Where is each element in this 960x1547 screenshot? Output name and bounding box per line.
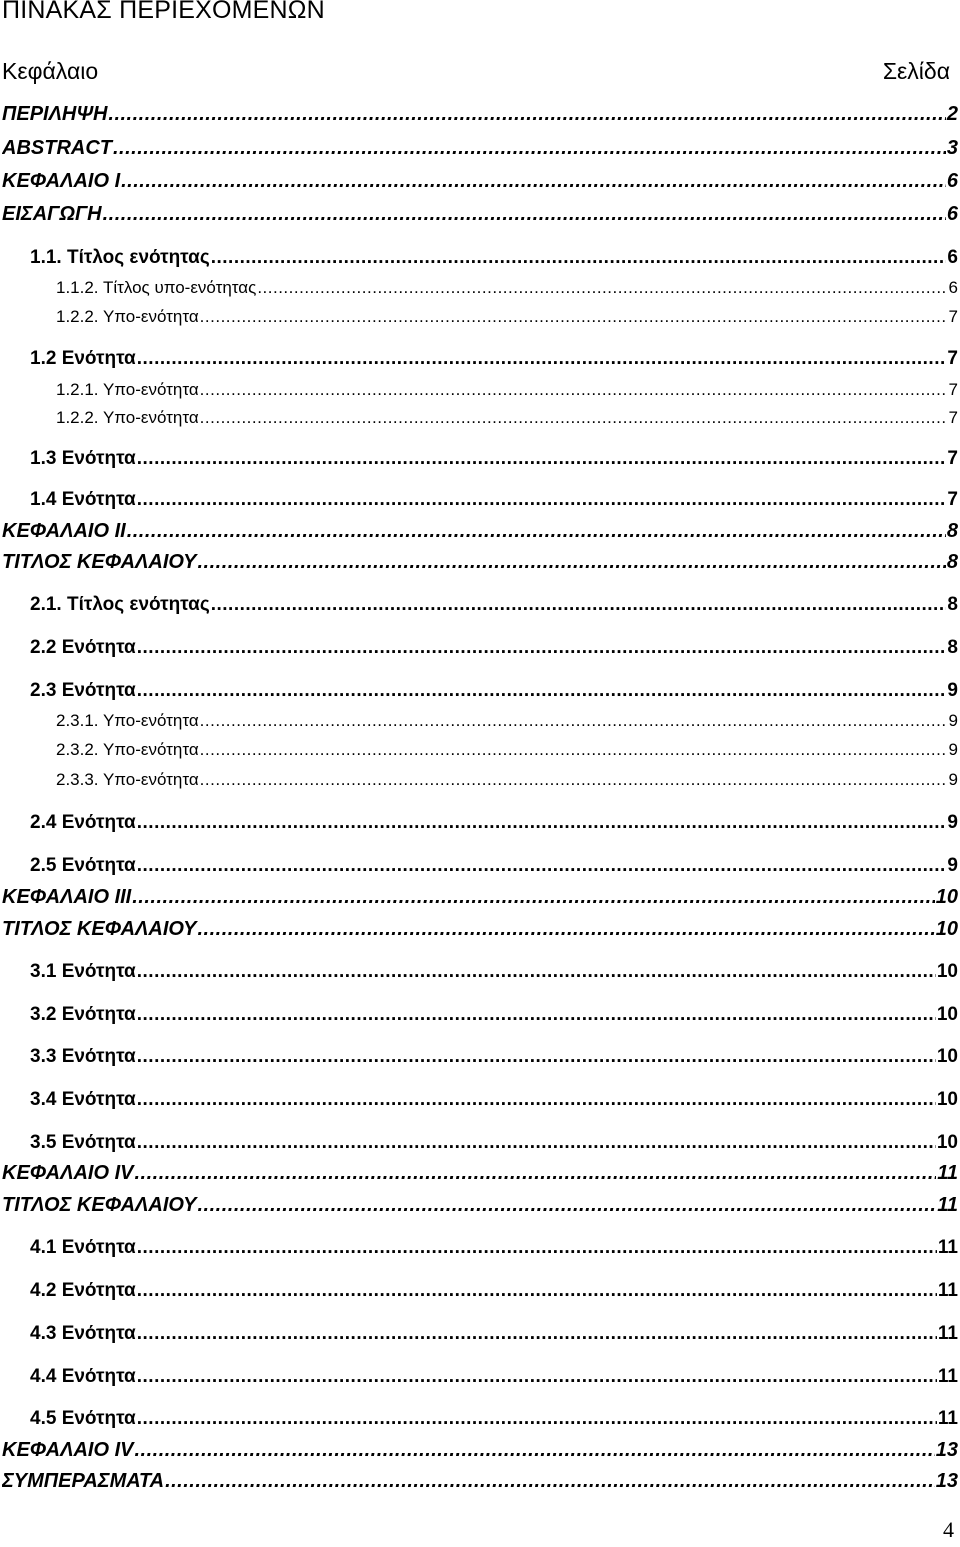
toc-dot-leader xyxy=(121,168,946,194)
toc-dot-leader xyxy=(137,346,947,372)
toc-entry[interactable] xyxy=(2,916,958,942)
toc-dot-leader xyxy=(200,767,948,793)
toc-entry[interactable] xyxy=(30,959,958,985)
toc-entry-page: 9 xyxy=(947,855,958,876)
toc-entry-title: ΤΙΤΛΟΣ ΚΕΦΑΛΑΙΟΥ xyxy=(2,918,197,940)
page-number: 4 xyxy=(943,1517,954,1542)
toc-entry-page: 3 xyxy=(946,137,958,159)
toc-entry-page: 8 xyxy=(947,594,958,615)
toc-entry-title: ΚΕΦΑΛΑΙΟ ΙΙΙ xyxy=(2,886,132,908)
toc-entry-page: 6 xyxy=(947,247,958,268)
toc-entry-title: 2.3.2. Υπο-ενότητα xyxy=(56,740,199,759)
column-header-page: Σελίδα xyxy=(882,58,950,84)
toc-dot-leader xyxy=(200,304,948,330)
toc-dot-leader xyxy=(200,708,948,734)
toc-entry-page: 7 xyxy=(947,348,958,369)
toc-entry[interactable] xyxy=(2,1192,958,1218)
page-title: ΠΙΝΑΚΑΣ ΠΕΡΙΕΧΟΜΕΝΩΝ xyxy=(2,0,325,24)
toc-dot-leader xyxy=(197,916,934,942)
toc-entry[interactable] xyxy=(2,518,958,544)
toc-entry-title: ΚΕΦΑΛΑΙΟ ΙΙ xyxy=(2,520,126,542)
toc-entry[interactable] xyxy=(56,377,958,403)
toc-entry[interactable] xyxy=(30,1235,958,1261)
toc-entry[interactable] xyxy=(30,446,958,472)
toc-dot-leader xyxy=(197,549,945,575)
toc-dot-leader xyxy=(132,884,935,910)
toc-entry-title: 3.2 Ενότητα xyxy=(30,1004,136,1025)
toc-entry-page: 6 xyxy=(946,203,958,225)
toc-dot-leader xyxy=(257,275,947,301)
toc-entry[interactable] xyxy=(30,635,958,661)
toc-entry-title: 2.3.1. Υπο-ενότητα xyxy=(56,711,199,730)
toc-entry-title: ΚΕΦΑΛΑΙΟ IV xyxy=(2,1162,134,1184)
toc-entry-title: ΣΥΜΠΕΡΑΣΜΑΤΑ xyxy=(2,1470,165,1492)
toc-entry[interactable] xyxy=(2,101,958,127)
toc-entry-title: 3.3 Ενότητα xyxy=(30,1046,136,1067)
toc-dot-leader xyxy=(134,1437,934,1463)
toc-entry-page: 11 xyxy=(937,1237,958,1258)
toc-entry-title: 1.3 Ενότητα xyxy=(30,448,136,469)
toc-entry-title: ΤΙΤΛΟΣ ΚΕΦΑΛΑΙΟΥ xyxy=(2,551,197,573)
toc-entry-page: 11 xyxy=(937,1323,958,1344)
toc-entry-title: 1.1. Τίτλος ενότητας xyxy=(30,247,210,268)
toc-entry-title: 3.1 Ενότητα xyxy=(30,961,136,982)
toc-dot-leader xyxy=(137,959,936,985)
toc-entry-title: 1.2.2. Υπο-ενότητα xyxy=(56,307,199,326)
toc-dot-leader xyxy=(137,1002,936,1028)
toc-entry-title: 1.2 Ενότητα xyxy=(30,348,136,369)
toc-entry[interactable] xyxy=(30,346,958,372)
toc-entry[interactable] xyxy=(30,1130,958,1156)
toc-entry-title: 2.2 Ενότητα xyxy=(30,637,136,658)
toc-entry-page: 10 xyxy=(936,961,958,982)
toc-dot-leader xyxy=(137,635,947,661)
toc-entry-title: ΤΙΤΛΟΣ ΚΕΦΑΛΑΙΟΥ xyxy=(2,1194,197,1216)
toc-entry-page: 13 xyxy=(935,1439,958,1461)
toc-entry-title: 2.3 Ενότητα xyxy=(30,680,136,701)
toc-entry-page: 10 xyxy=(936,1132,958,1153)
toc-entry[interactable] xyxy=(30,1278,958,1304)
toc-entry-page: 2 xyxy=(946,103,958,125)
toc-dot-leader xyxy=(137,678,947,704)
toc-dot-leader xyxy=(113,135,946,161)
toc-entry-page: 11 xyxy=(937,1366,958,1387)
column-header-chapter: Κεφάλαιο xyxy=(2,58,99,84)
toc-entry-page: 8 xyxy=(947,637,958,658)
toc-entry-title: 2.5 Ενότητα xyxy=(30,855,136,876)
toc-entry-page: 10 xyxy=(936,1089,958,1110)
toc-dot-leader xyxy=(211,592,947,618)
toc-dot-leader xyxy=(137,446,947,472)
toc-entry[interactable] xyxy=(30,678,958,704)
toc-dot-leader xyxy=(137,810,947,836)
toc-entry-page: 8 xyxy=(946,551,958,573)
toc-dot-leader xyxy=(137,1321,937,1347)
toc-entry-page: 10 xyxy=(935,918,958,940)
toc-entry-page: 7 xyxy=(948,408,958,427)
toc-entry-page: 11 xyxy=(937,1162,958,1184)
toc-entry[interactable] xyxy=(56,767,958,793)
toc-entry[interactable] xyxy=(30,810,958,836)
toc-dot-leader xyxy=(211,245,947,271)
toc-entry[interactable] xyxy=(2,1468,958,1494)
toc-entry[interactable] xyxy=(56,708,958,734)
toc-entry-page: 9 xyxy=(948,770,958,789)
toc-dot-leader xyxy=(137,853,947,879)
toc-entry[interactable] xyxy=(2,549,958,575)
toc-entry-page: 11 xyxy=(937,1408,958,1429)
toc-entry-page: 10 xyxy=(935,886,958,908)
toc-entry[interactable] xyxy=(30,1044,958,1070)
toc-dot-leader xyxy=(134,1160,936,1186)
toc-entry[interactable] xyxy=(30,853,958,879)
toc-entry-page: 7 xyxy=(948,380,958,399)
toc-entry-title: 4.4 Ενότητα xyxy=(30,1366,136,1387)
toc-dot-leader xyxy=(137,1406,937,1432)
toc-entry-page: 10 xyxy=(936,1046,958,1067)
toc-entry-title: 2.4 Ενότητα xyxy=(30,812,136,833)
toc-entry-title: ΚΕΦΑΛΑΙΟ Ι xyxy=(2,170,121,192)
toc-dot-leader xyxy=(200,377,948,403)
toc-entry-title: 1.1.2. Τίτλος υπο-ενότητας xyxy=(56,278,257,297)
toc-entry[interactable] xyxy=(56,304,958,330)
toc-entry-page: 11 xyxy=(937,1194,958,1216)
toc-entry[interactable] xyxy=(56,405,958,431)
toc-dot-leader xyxy=(108,101,945,127)
toc-entry-title: 4.1 Ενότητα xyxy=(30,1237,136,1258)
toc-entry-title: ΚΕΦΑΛΑΙΟ IV xyxy=(2,1439,134,1461)
toc-entry-page: 9 xyxy=(947,812,958,833)
toc-entry-page: 7 xyxy=(948,307,958,326)
toc-dot-leader xyxy=(137,1044,936,1070)
toc-dot-leader xyxy=(103,201,946,227)
toc-entry[interactable] xyxy=(30,1087,958,1113)
toc-entry[interactable] xyxy=(2,884,958,910)
toc-entry[interactable] xyxy=(56,737,958,763)
toc-entry-title: ABSTRACT xyxy=(2,137,112,159)
toc-entry[interactable] xyxy=(30,245,958,271)
toc-entry-title: 1.4 Ενότητα xyxy=(30,489,136,510)
toc-entry-title: 4.3 Ενότητα xyxy=(30,1323,136,1344)
toc-entry-page: 9 xyxy=(947,680,958,701)
toc-entry-title: 1.2.1. Υπο-ενότητα xyxy=(56,380,199,399)
toc-dot-leader xyxy=(137,1278,937,1304)
toc-dot-leader xyxy=(137,1087,936,1113)
toc-dot-leader xyxy=(200,737,948,763)
toc-entry-title: ΠΕΡΙΛΗΨΗ xyxy=(2,103,108,125)
toc-dot-leader xyxy=(137,1364,937,1390)
toc-entry-page: 9 xyxy=(948,711,958,730)
toc-entry-page: 13 xyxy=(935,1470,958,1492)
toc-entry-title: 4.5 Ενότητα xyxy=(30,1408,136,1429)
toc-entry-title: 2.1. Τίτλος ενότητας xyxy=(30,594,210,615)
toc-entry[interactable] xyxy=(30,1406,958,1432)
toc-entry[interactable] xyxy=(56,275,958,301)
toc-entry[interactable] xyxy=(30,1364,958,1390)
toc-entry-page: 9 xyxy=(948,740,958,759)
toc-dot-leader xyxy=(197,1192,936,1218)
toc-entry[interactable] xyxy=(30,487,958,513)
toc-entry[interactable] xyxy=(2,1437,958,1463)
toc-entry[interactable] xyxy=(30,1002,958,1028)
toc-entry-page: 6 xyxy=(948,278,958,297)
toc-entry-title: 4.2 Ενότητα xyxy=(30,1280,136,1301)
toc-entry-title: 3.4 Ενότητα xyxy=(30,1089,136,1110)
toc-entry-title: 1.2.2. Υπο-ενότητα xyxy=(56,408,199,427)
toc-entry[interactable] xyxy=(2,1160,958,1186)
toc-entry[interactable] xyxy=(2,135,958,161)
toc-dot-leader xyxy=(200,405,948,431)
toc-entry-title: 3.5 Ενότητα xyxy=(30,1132,136,1153)
toc-entry[interactable] xyxy=(30,592,958,618)
toc-entry[interactable] xyxy=(2,201,958,227)
toc-dot-leader xyxy=(137,1235,937,1261)
toc-entry-page: 8 xyxy=(946,520,958,542)
toc-entry-page: 6 xyxy=(946,170,958,192)
toc-entry-page: 11 xyxy=(937,1280,958,1301)
toc-dot-leader xyxy=(165,1468,935,1494)
toc-entry-page: 7 xyxy=(947,448,958,469)
toc-dot-leader xyxy=(137,487,947,513)
toc-entry-page: 10 xyxy=(936,1004,958,1025)
toc-entry-page: 7 xyxy=(947,489,958,510)
toc-entry-title: 2.3.3. Υπο-ενότητα xyxy=(56,770,199,789)
toc-entry[interactable] xyxy=(30,1321,958,1347)
toc-dot-leader xyxy=(127,518,946,544)
toc-entry-title: ΕΙΣΑΓΩΓΗ xyxy=(2,203,102,225)
toc-entry[interactable] xyxy=(2,168,958,194)
toc-dot-leader xyxy=(137,1130,936,1156)
